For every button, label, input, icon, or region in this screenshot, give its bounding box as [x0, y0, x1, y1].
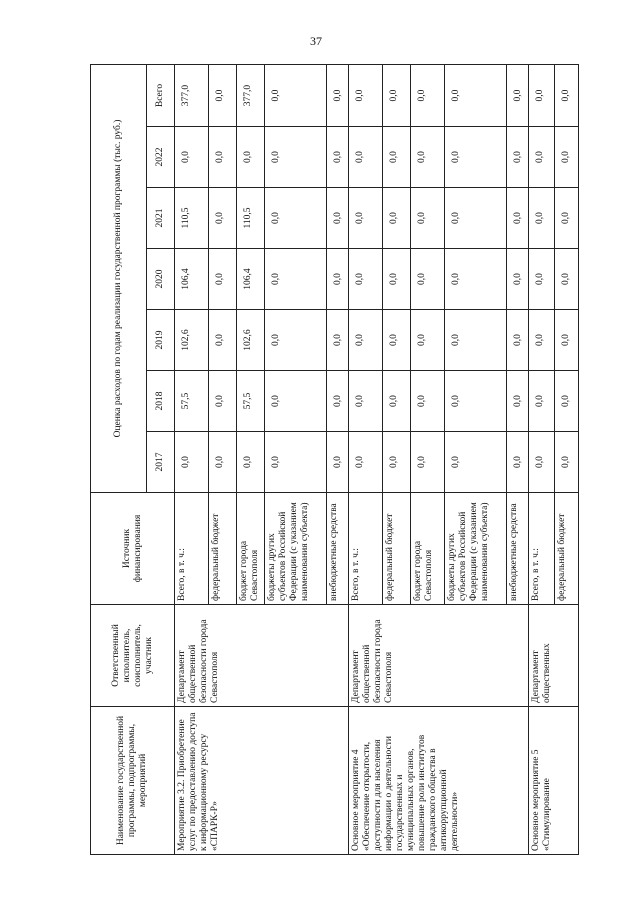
value-cell: 0,0 [555, 127, 579, 188]
value-cell: 0,0 [209, 64, 237, 126]
page-number: 37 [310, 34, 322, 48]
header-source: Источник финансирования [91, 493, 175, 605]
value-cell: 0,0 [411, 188, 445, 249]
value-cell: 0,0 [529, 432, 555, 493]
value-cell: 0,0 [507, 127, 529, 188]
value-cell: 0,0 [445, 371, 507, 432]
value-cell: 0,0 [383, 249, 411, 310]
value-cell: 0,0 [327, 371, 349, 432]
table-row [529, 64, 555, 854]
value-cell: 0,0 [411, 310, 445, 371]
value-cell: 0,0 [445, 127, 507, 188]
value-cell: 0,0 [507, 249, 529, 310]
executor-cell: Департамент общественной безопасности города Севастополя [349, 605, 529, 707]
value-cell: 0,0 [327, 432, 349, 493]
value-cell: 0,0 [175, 127, 209, 188]
budget-table [90, 64, 579, 855]
value-cell: 0,0 [327, 127, 349, 188]
program-name-cell: Основное мероприятие 5 «Стимулирование [529, 707, 579, 855]
value-cell: 57,5 [175, 371, 209, 432]
value-cell: 0,0 [411, 64, 445, 126]
source-cell: бюджет города Севастополя [237, 493, 265, 605]
value-cell: 0,0 [555, 432, 579, 493]
table-row [349, 64, 383, 854]
value-cell: 57,5 [237, 371, 265, 432]
value-cell: 0,0 [529, 64, 555, 126]
source-cell: Всего, в т. ч.: [529, 493, 555, 605]
value-cell: 0,0 [265, 432, 327, 493]
value-cell: 0,0 [411, 249, 445, 310]
value-cell: 0,0 [175, 432, 209, 493]
header-year: 2019 [147, 310, 175, 371]
header-year: 2017 [147, 432, 175, 493]
source-cell: федеральный бюджет [383, 493, 411, 605]
source-cell: Всего, в т. ч.: [349, 493, 383, 605]
value-cell: 0,0 [445, 432, 507, 493]
value-cell: 0,0 [265, 371, 327, 432]
value-cell: 0,0 [411, 127, 445, 188]
value-cell: 0,0 [507, 188, 529, 249]
value-cell: 0,0 [383, 310, 411, 371]
value-cell: 106,4 [237, 249, 265, 310]
source-cell: внебюджетные средства [327, 493, 349, 605]
value-cell: 0,0 [349, 64, 383, 126]
value-cell: 0,0 [383, 64, 411, 126]
rotated-table-container [90, 65, 571, 855]
value-cell: 0,0 [209, 249, 237, 310]
header-estimate: Оценка расходов по годам реализации государственной программы (тыс. руб.) [91, 64, 147, 492]
value-cell: 0,0 [383, 432, 411, 493]
executor-cell: Департамент общественной безопасности города Севастополя [175, 605, 349, 707]
value-cell: 377,0 [237, 64, 265, 126]
value-cell: 0,0 [265, 188, 327, 249]
value-cell: 0,0 [327, 188, 349, 249]
value-cell: 0,0 [349, 249, 383, 310]
source-cell: бюджет города Севастополя [411, 493, 445, 605]
value-cell: 0,0 [349, 127, 383, 188]
source-cell: федеральный бюджет [555, 493, 579, 605]
header-year: Всего [147, 64, 175, 126]
value-cell: 0,0 [529, 249, 555, 310]
value-cell: 0,0 [445, 188, 507, 249]
source-cell: внебюджетные средства [507, 493, 529, 605]
header-year: 2018 [147, 371, 175, 432]
value-cell: 110,5 [175, 188, 209, 249]
header-executor: Ответственный исполнитель, соисполнитель, участник [91, 605, 175, 707]
source-cell: бюджеты других субъектов Российской Федерации (с указанием наименования субъекта) [265, 493, 327, 605]
value-cell: 0,0 [555, 249, 579, 310]
value-cell: 0,0 [327, 249, 349, 310]
value-cell: 0,0 [209, 310, 237, 371]
value-cell: 0,0 [349, 310, 383, 371]
program-name-cell: Мероприятие 3.2. Приобретение услуг по предоставлению доступа к информационному ресурсу «СПАРК-Р» [175, 707, 349, 855]
value-cell: 0,0 [555, 188, 579, 249]
value-cell: 0,0 [445, 64, 507, 126]
program-name-cell: Основное мероприятие 4 «Обеспечение открытости, доступности для населения информации о деятельности государственных и муниципальных органов, повышение роли институтов гражданского общества в антикоррупционной деятельности» [349, 707, 529, 855]
value-cell: 0,0 [265, 127, 327, 188]
value-cell: 102,6 [237, 310, 265, 371]
executor-cell: Департамент общественных [529, 605, 579, 707]
value-cell: 377,0 [175, 64, 209, 126]
value-cell: 0,0 [529, 371, 555, 432]
value-cell: 0,0 [507, 64, 529, 126]
value-cell: 0,0 [209, 432, 237, 493]
value-cell: 0,0 [209, 127, 237, 188]
value-cell: 0,0 [411, 432, 445, 493]
source-cell: федеральный бюджет [209, 493, 237, 605]
value-cell: 0,0 [349, 432, 383, 493]
value-cell: 0,0 [555, 310, 579, 371]
source-cell: бюджеты других субъектов Российской Федерации (с указанием наименования субъекта) [445, 493, 507, 605]
value-cell: 0,0 [507, 432, 529, 493]
value-cell: 0,0 [383, 188, 411, 249]
value-cell: 0,0 [529, 127, 555, 188]
value-cell: 0,0 [265, 310, 327, 371]
value-cell: 0,0 [349, 371, 383, 432]
value-cell: 106,4 [175, 249, 209, 310]
value-cell: 0,0 [445, 249, 507, 310]
header-year: 2020 [147, 249, 175, 310]
value-cell: 0,0 [555, 64, 579, 126]
table-body [175, 64, 579, 854]
value-cell: 0,0 [383, 371, 411, 432]
value-cell: 0,0 [265, 64, 327, 126]
value-cell: 0,0 [327, 310, 349, 371]
value-cell: 102,6 [175, 310, 209, 371]
table-header [91, 64, 175, 854]
value-cell: 0,0 [383, 127, 411, 188]
value-cell: 0,0 [327, 64, 349, 126]
value-cell: 0,0 [555, 371, 579, 432]
value-cell: 0,0 [507, 371, 529, 432]
value-cell: 0,0 [209, 371, 237, 432]
value-cell: 0,0 [529, 310, 555, 371]
value-cell: 110,5 [237, 188, 265, 249]
value-cell: 0,0 [349, 188, 383, 249]
value-cell: 0,0 [237, 127, 265, 188]
value-cell: 0,0 [237, 432, 265, 493]
value-cell: 0,0 [209, 188, 237, 249]
table-row [175, 64, 209, 854]
value-cell: 0,0 [265, 249, 327, 310]
value-cell: 0,0 [529, 188, 555, 249]
header-name: Наименование государственной программы, подпрограммы, мероприятий [91, 707, 175, 855]
value-cell: 0,0 [411, 371, 445, 432]
source-cell: Всего, в т. ч.: [175, 493, 209, 605]
header-year: 2021 [147, 188, 175, 249]
header-year: 2022 [147, 127, 175, 188]
value-cell: 0,0 [445, 310, 507, 371]
value-cell: 0,0 [507, 310, 529, 371]
